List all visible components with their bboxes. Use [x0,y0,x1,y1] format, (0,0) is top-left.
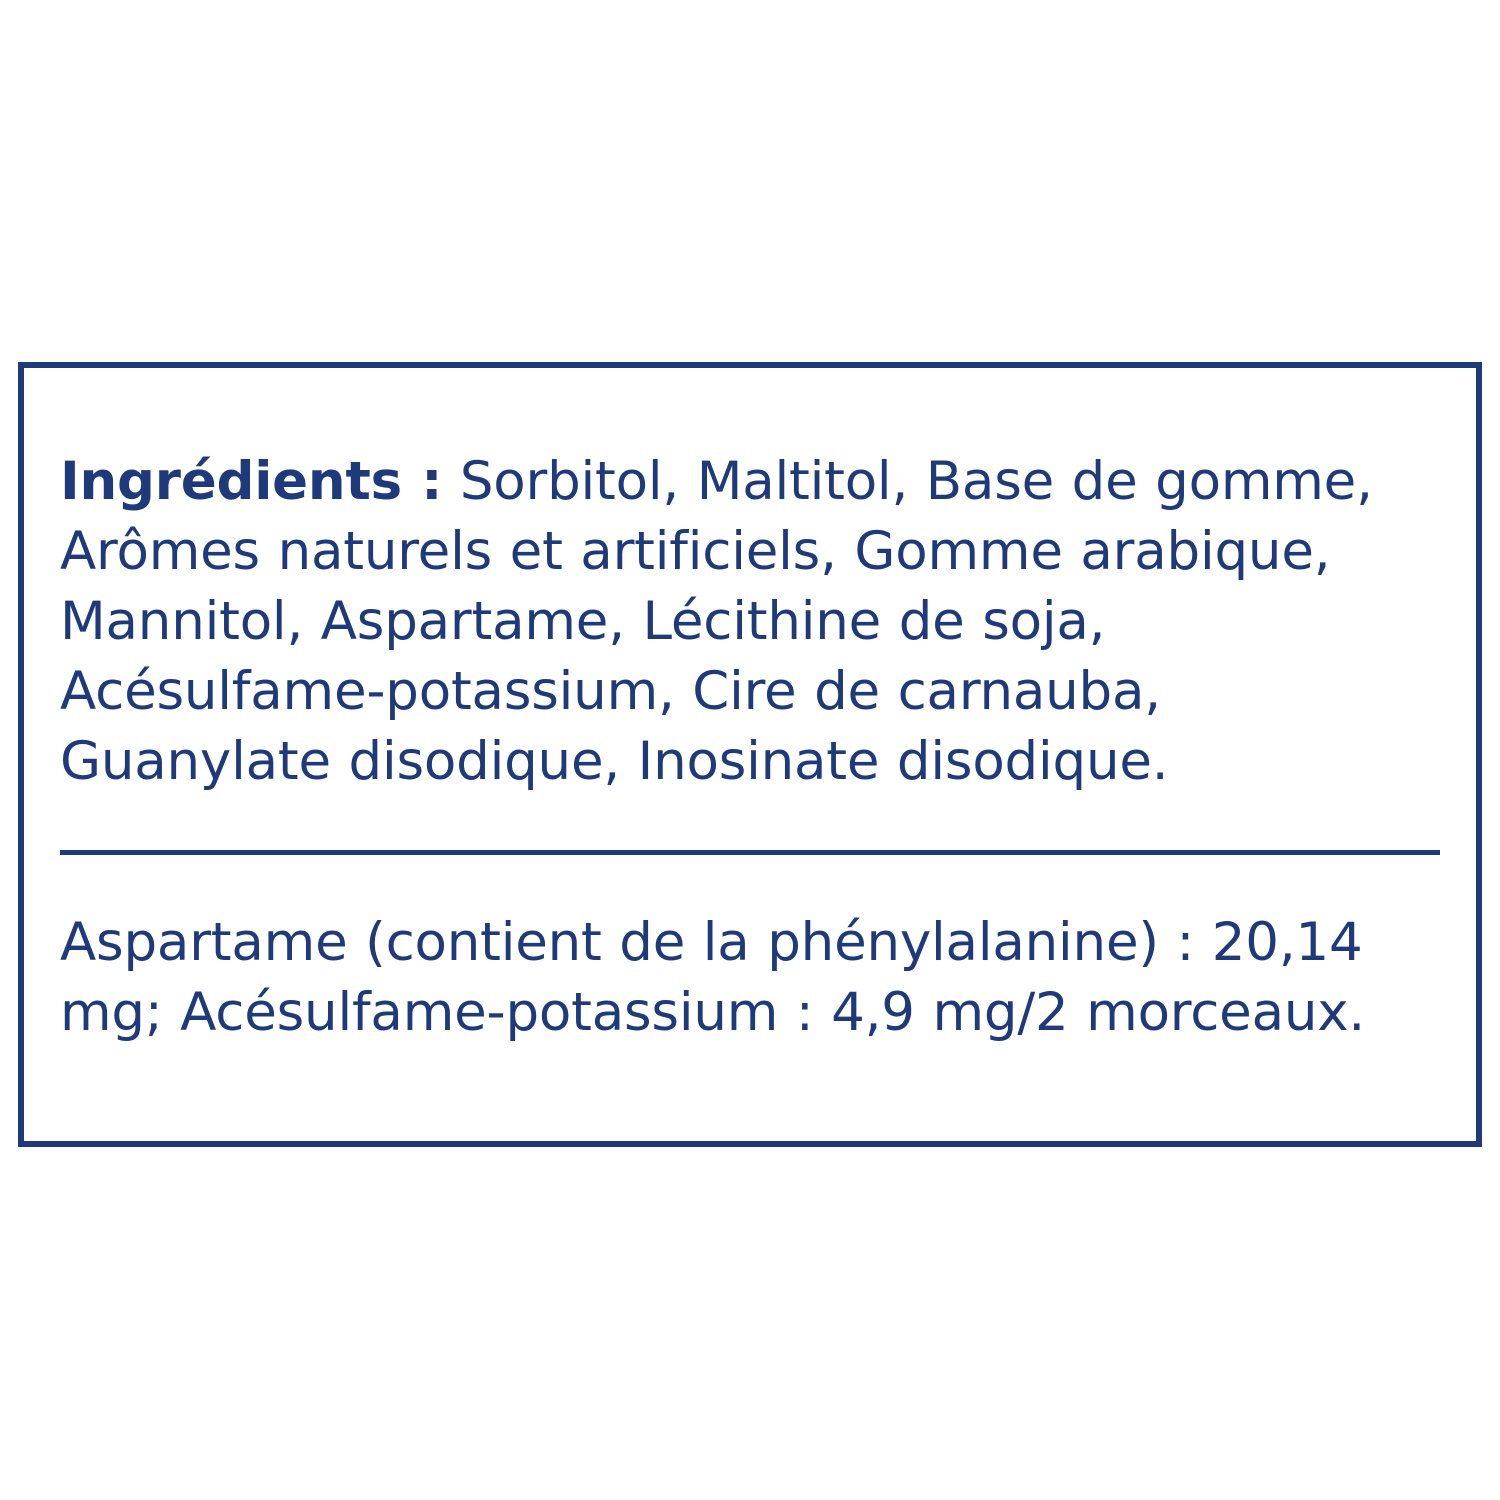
sweetener-statement: Aspartame (contient de la phénylalanine) : 20,14 mg; Acésulfame-potassium : 4,9 mg/2 morceaux. [60,911,1366,1043]
section-divider [60,850,1440,855]
ingredients-label-panel [18,362,1482,1147]
ingredients-paragraph [60,447,1440,797]
ingredients-heading: Ingrédients : [60,451,443,512]
ingredients-list-text: Sorbitol, Maltitol, Base de gomme, Arômes naturels et artificiels, Gomme arabique, Mannitol, Aspartame, Lécithine de soja, Acésulfame-potassium, Cire de carnauba, Guanylate disodique, Inosinate disodique. [60,451,1373,792]
